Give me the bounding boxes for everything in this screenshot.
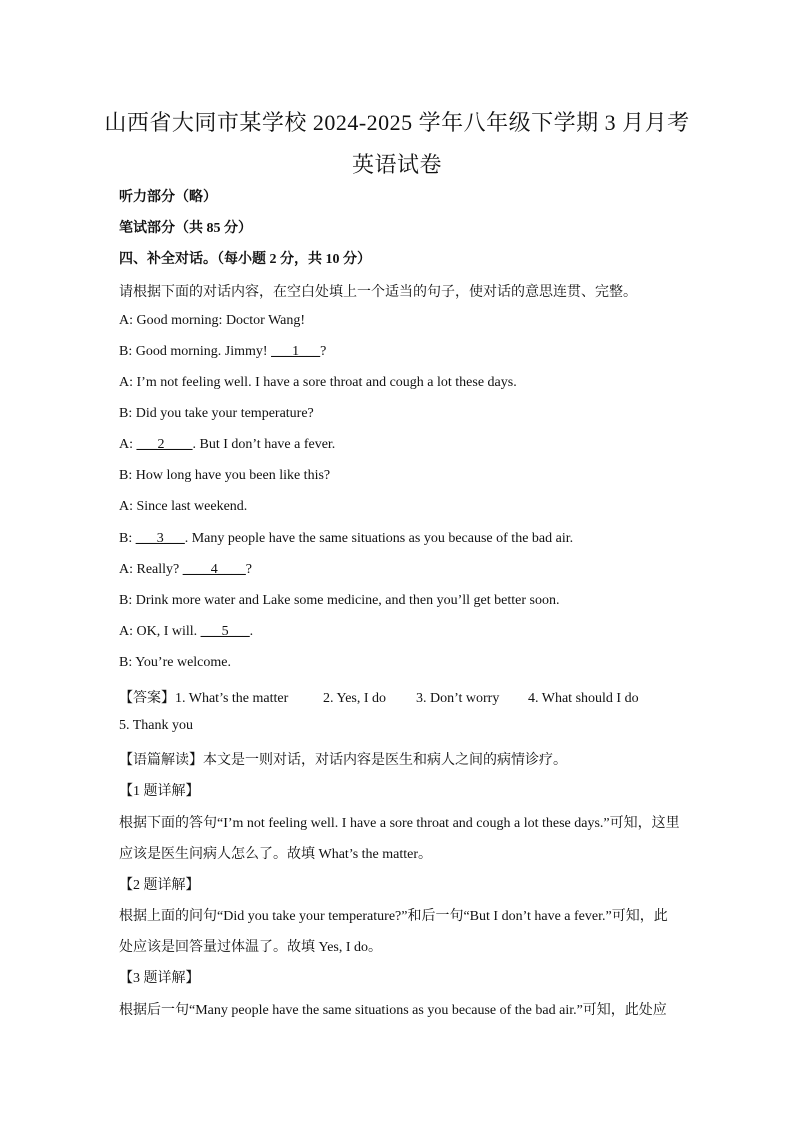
q2-label: 【2 题详解】 — [119, 878, 200, 893]
blank-4: ____4____ — [182, 562, 246, 577]
q2-explanation-line-2: 处应该是回答量过体温了。故填 Yes, I do。 — [119, 940, 383, 955]
dialogue-line-4: B: Did you take your temperature? — [119, 406, 314, 421]
answer-3: 3. Don’t worry — [416, 691, 500, 706]
dialogue-text: . But I don’t have a fever. — [192, 437, 336, 452]
dialogue-line-6: B: How long have you been like this? — [119, 468, 331, 483]
dialogue-text: A: Really? — [119, 562, 183, 577]
q1-explanation-line-1: 根据下面的答句“I’m not feeling well. I have a sore throat and cough a lot these days.”可知，这里 — [119, 816, 680, 831]
section-writing: 笔试部分（共 85 分） — [119, 221, 252, 236]
dialogue-text: A: — [119, 437, 137, 452]
page-subtitle: 英语试卷 — [351, 152, 442, 177]
reading-text: 本文是一则对话，对话内容是医生和病人之间的病情诊疗。 — [203, 753, 567, 768]
q3-explanation-line-1: 根据后一句“Many people have the same situations as you because of the bad air.”可知，此处应 — [119, 1003, 667, 1018]
blank-1: ___1___ — [271, 344, 321, 359]
section-listening: 听力部分（略） — [119, 190, 217, 205]
dialogue-text: B: Good morning. Jimmy! — [119, 344, 272, 359]
answer-line — [119, 687, 679, 707]
answer-5: 5. Thank you — [119, 718, 194, 733]
page-title: 山西省大同市某学校 2024-2025 学年八年级下学期 3 月月考 — [104, 110, 690, 135]
answer-4: 4. What should I do — [528, 691, 639, 706]
answer-label: 【答案】 — [119, 691, 175, 706]
dialogue-line-7: A: Since last weekend. — [119, 499, 248, 514]
dialogue-line-2 — [119, 344, 679, 360]
dialogue-text: ? — [320, 344, 327, 359]
dialogue-text: B: — [119, 531, 136, 546]
blank-3: ___3___ — [135, 531, 185, 546]
reading-analysis — [119, 749, 679, 769]
dialogue-line-11 — [119, 624, 679, 640]
q2-explanation-line-1: 根据上面的问句“Did you take your temperature?”和后一句“But I don’t have a fever.”可知，此 — [119, 909, 668, 924]
dialogue-line-3: A: I’m not feeling well. I have a sore throat and cough a lot these days. — [119, 375, 517, 390]
dialogue-line-12: B: You’re welcome. — [119, 655, 231, 670]
dialogue-line-10: B: Drink more water and Lake some medicine, and then you’ll get better soon. — [119, 593, 560, 608]
blank-5: ___5___ — [200, 624, 250, 639]
answer-2: 2. Yes, I do — [323, 691, 387, 706]
q3-label: 【3 题详解】 — [119, 971, 200, 986]
dialogue-text: A: OK, I will. — [119, 624, 201, 639]
instruction-text: 请根据下面的对话内容，在空白处填上一个适当的句子，使对话的意思连贯、完整。 — [119, 285, 637, 300]
q1-label: 【1 题详解】 — [119, 784, 200, 799]
dialogue-line-9 — [119, 562, 679, 578]
section-part4-heading: 四、补全对话。（每小题 2 分，共 10 分） — [119, 252, 371, 267]
dialogue-text: ? — [245, 562, 252, 577]
dialogue-line-1: A: Good morning: Doctor Wang! — [119, 313, 306, 328]
reading-label: 【语篇解读】 — [119, 753, 203, 768]
dialogue-text: . — [249, 624, 254, 639]
q1-explanation-line-2: 应该是医生问病人怎么了。故填 What’s the matter。 — [119, 847, 433, 862]
dialogue-line-8 — [119, 531, 679, 547]
answer-1: 1. What’s the matter — [175, 691, 289, 706]
blank-2: ___2____ — [136, 437, 193, 452]
dialogue-text: . Many people have the same situations as you because of the bad air. — [184, 531, 574, 546]
dialogue-line-5 — [119, 437, 679, 453]
